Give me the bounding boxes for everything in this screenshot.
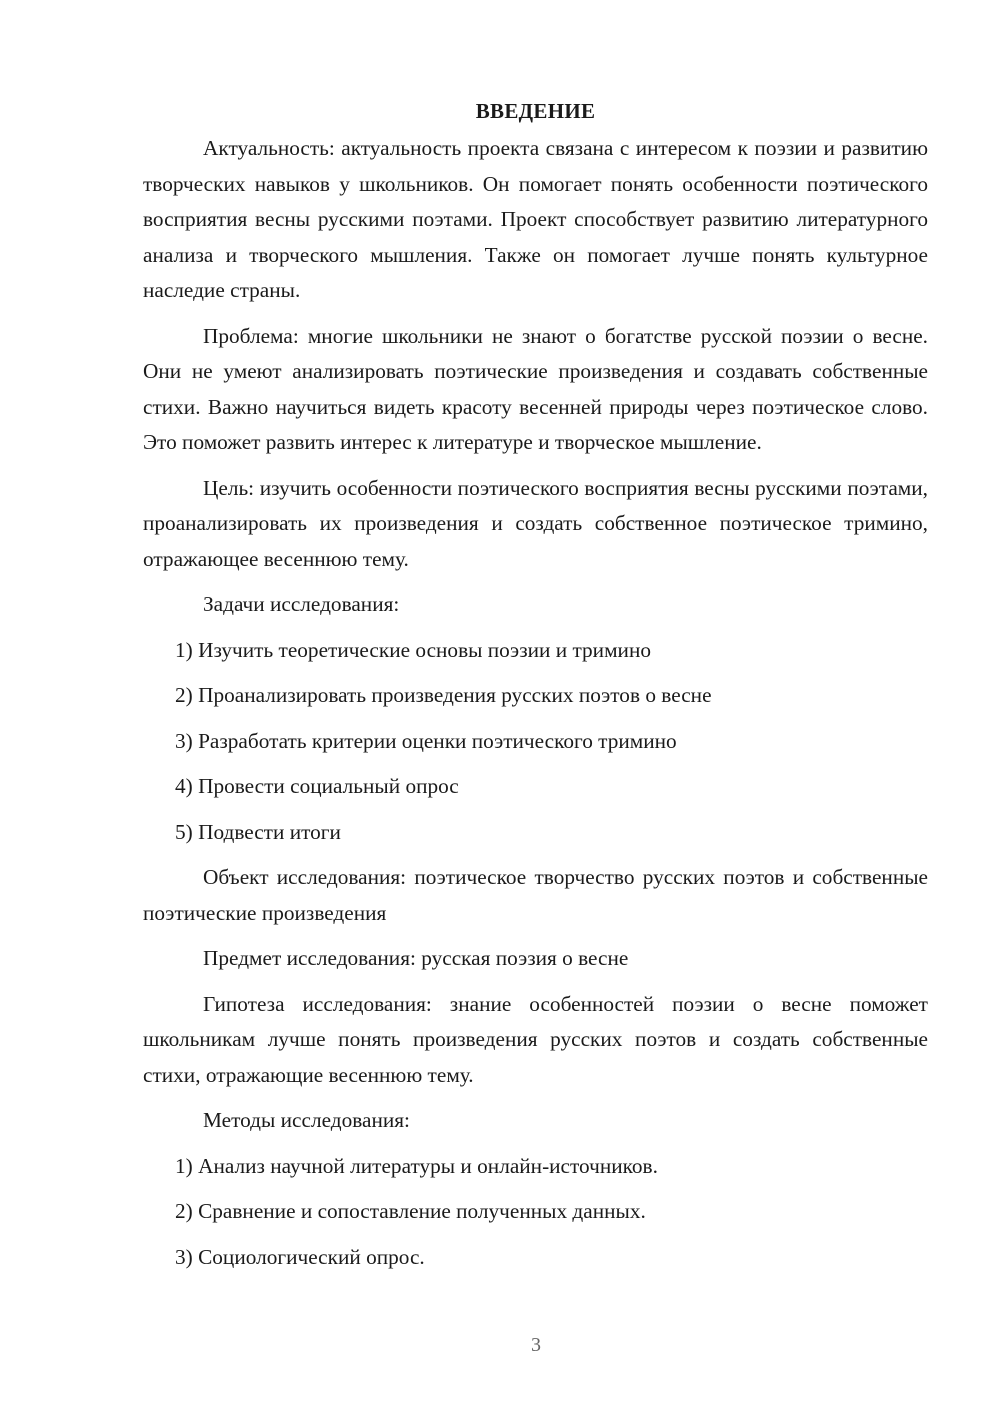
methods-list [143,1149,928,1276]
section-title: ВВЕДЕНИЕ [475,99,596,123]
subject-paragraph: Предмет исследования: русская поэзия о весне [203,946,629,970]
list-item: 3) Социологический опрос. [175,1244,425,1269]
list-item: 3) Разработать критерии оценки поэтического тримино [175,728,677,753]
problem-paragraph: Проблема: многие школьники не знают о богатстве русской поэзии о весне. Они не умеют анализировать поэтические произведения и создавать собственные стихи. Важно научиться видеть красоту весенней природы через поэтическое слово. Это поможет развить интерес к литературе и творческое мышление. [143,323,928,454]
list-item: 1) Анализ научной литературы и онлайн-источников. [175,1153,658,1178]
object-paragraph: Объект исследования: поэтическое творчество русских поэтов и собственные поэтические произведения [143,865,928,925]
list-item: 2) Сравнение и сопоставление полученных данных. [175,1199,646,1223]
list-item: 5) Подвести итоги [175,819,341,844]
page-number: 3 [531,1334,541,1356]
tasks-heading: Задачи исследования: [203,592,400,616]
tasks-list [143,633,928,851]
hypothesis-paragraph: Гипотеза исследования: знание особенностей поэзии о весне поможет школьникам лучше понять произведения русских поэтов и создать собственные стихи, отражающие весеннюю тему. [143,991,928,1087]
goal-paragraph: Цель: изучить особенности поэтического восприятия весны русскими поэтами, проанализировать их произведения и создать собственное поэтическое тримино, отражающее весеннюю тему. [143,475,928,571]
document-page [143,96,928,1285]
list-item: 1) Изучить теоретические основы поэзии и тримино [175,637,651,662]
list-item: 4) Провести социальный опрос [175,774,459,798]
methods-heading: Методы исследования: [203,1108,410,1132]
relevance-paragraph: Актуальность: актуальность проекта связана с интересом к поэзии и развитию творческих навыков у школьников. Он помогает понять особенности поэтического восприятия весны русскими поэтами. Проект способствует развитию литературного анализа и творческого мышления. Также он помогает лучше понять культурное наследие страны. [143,136,928,302]
list-item: 2) Проанализировать произведения русских поэтов о весне [175,683,712,707]
